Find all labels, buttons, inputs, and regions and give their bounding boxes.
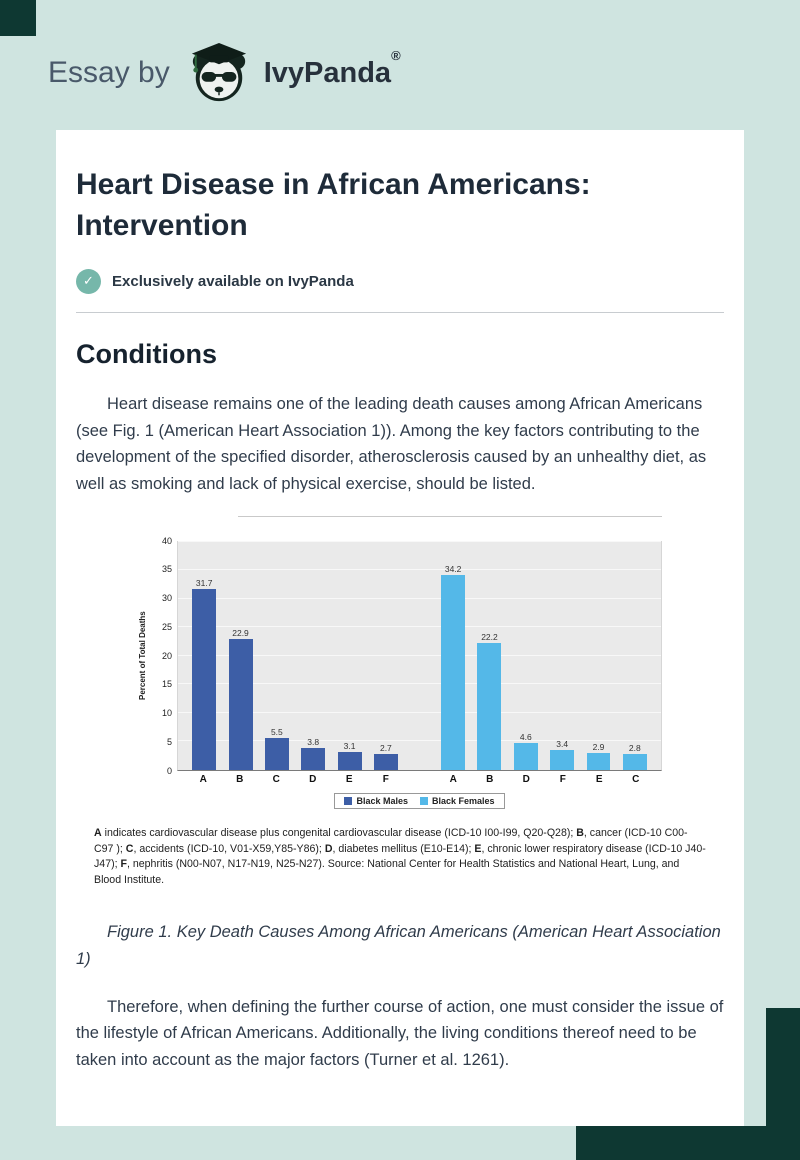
cropped-title-line <box>238 516 662 517</box>
chart-bars <box>178 542 661 770</box>
y-tick-label: 20 <box>161 650 172 661</box>
bar <box>374 754 398 769</box>
y-tick-label: 15 <box>161 679 172 690</box>
availability-row <box>76 269 724 294</box>
chart-x-axis <box>177 774 662 785</box>
bar <box>301 748 325 770</box>
ivypanda-panda-logo-icon <box>188 42 250 104</box>
chart-footnote: A indicates cardiovascular disease plus congenital cardiovascular disease (ICD-10 I00-I99, Q20-Q28); B, cancer (ICD-10 C00-C97 ); C, accidents (ICD-10, V01-X59,Y85-Y86); D, diabetes mellitus (E10-E14); E, chronic lower respiratory disease (ICD-10 J40-J47); F, nephritis (N00-N07, N17-N19, N25-N27). Source: National Center for Health Statistics and National Heart, Lung, and Blood Institute. <box>94 826 706 887</box>
y-tick-label: 30 <box>161 593 172 604</box>
legend-item: Black Females <box>420 796 495 806</box>
x-tick-label: D <box>522 773 530 785</box>
legend-swatch <box>344 797 352 805</box>
chart-plot-column <box>177 541 662 810</box>
chart-legend-box <box>334 793 504 809</box>
check-icon: ✓ <box>76 269 101 294</box>
section-heading-conditions: Conditions <box>76 338 217 369</box>
chart-plot <box>177 541 662 771</box>
y-tick-label: 40 <box>161 535 172 546</box>
essay-card <box>56 130 744 1126</box>
bar <box>623 754 647 770</box>
corner-decoration-bottom-right-horizontal <box>576 1126 800 1160</box>
bar-value-label: 22.2 <box>481 632 498 643</box>
y-tick-label: 0 <box>166 765 172 776</box>
x-tick-label: B <box>236 773 244 785</box>
bar-value-label: 3.1 <box>343 741 356 751</box>
figure-1 <box>76 516 724 890</box>
y-tick-label: 25 <box>161 621 172 632</box>
bar-value-label: 4.6 <box>519 732 532 743</box>
paragraph-2: Therefore, when defining the further course of action, one must consider the issue of the lifestyle of African Americans. Additionally, the living conditions thereof need to be taken into account as the major factors (Turner et al. 1261). <box>76 997 724 1070</box>
x-tick-label: B <box>486 773 494 785</box>
x-tick-label: A <box>199 773 207 785</box>
bar-value-label: 22.9 <box>232 628 249 639</box>
x-tick-label: E <box>345 773 353 785</box>
registered-mark: ® <box>391 47 401 63</box>
bar <box>338 752 362 770</box>
figure-caption: Figure 1. Key Death Causes Among African Americans (American Heart Association 1) <box>76 923 721 968</box>
x-tick-label: A <box>449 773 457 785</box>
bar-column <box>295 542 331 770</box>
bar-value-label: 5.5 <box>270 727 283 738</box>
bar-value-label: 2.9 <box>592 742 605 753</box>
x-tick-label: C <box>272 773 280 785</box>
bar-column <box>617 542 653 770</box>
y-tick-label: 10 <box>161 708 172 719</box>
death-causes-chart <box>138 516 662 810</box>
x-tick-label: D <box>309 773 317 785</box>
legend-swatch <box>420 797 428 805</box>
divider <box>76 312 724 313</box>
y-tick-label: 35 <box>161 564 172 575</box>
bar <box>514 743 538 769</box>
chart-body <box>138 535 662 810</box>
bar-column <box>508 542 544 770</box>
bar-column <box>186 542 222 770</box>
bar-value-label: 3.4 <box>556 739 569 750</box>
bar-column <box>544 542 580 770</box>
bar <box>192 589 216 770</box>
x-tick-label: E <box>595 773 603 785</box>
bar-column <box>580 542 616 770</box>
bar <box>229 639 253 770</box>
x-tick-label: F <box>559 773 566 785</box>
legend-item: Black Males <box>344 796 408 806</box>
y-tick-label: 5 <box>166 736 172 747</box>
bar <box>587 753 611 770</box>
bar-column <box>331 542 367 770</box>
availability-text: Exclusively available on IvyPanda <box>112 272 354 290</box>
essay-by-label: Essay by <box>48 56 170 89</box>
page-title: Heart Disease in African Americans: Intervention <box>76 168 591 243</box>
bar <box>441 575 465 770</box>
bar-value-label: 2.7 <box>379 743 392 754</box>
bar-column <box>222 542 258 770</box>
chart-legend <box>177 792 662 810</box>
bar-value-label: 3.8 <box>307 737 320 747</box>
bar-column <box>368 542 404 770</box>
brand-name: IvyPanda® <box>263 47 401 89</box>
bar-column <box>471 542 507 770</box>
bar-column <box>259 542 295 770</box>
bar <box>550 750 574 769</box>
bar <box>477 643 501 770</box>
site-header <box>0 0 800 104</box>
bar <box>265 738 289 769</box>
chart-y-axis-label: Percent of Total Deaths <box>138 611 147 701</box>
bar-value-label: 2.8 <box>628 742 641 753</box>
x-tick-label: C <box>632 773 640 785</box>
paragraph-1: Heart disease remains one of the leading death causes among African Americans (see Fig. 1 (American Heart Association 1)). Among the key factors contributing to the development of the specified disorder, atherosclerosis caused by an unhealthy diet, as well as smoking and lack of physical exercise, should be listed. <box>76 394 707 493</box>
bar-value-label: 34.2 <box>444 563 462 574</box>
chart-y-axis <box>153 535 177 776</box>
ivypanda-brand[interactable] <box>188 42 401 104</box>
x-tick-label: F <box>382 773 389 785</box>
bar-column <box>435 542 471 770</box>
bar-value-label: 31.7 <box>195 577 213 588</box>
